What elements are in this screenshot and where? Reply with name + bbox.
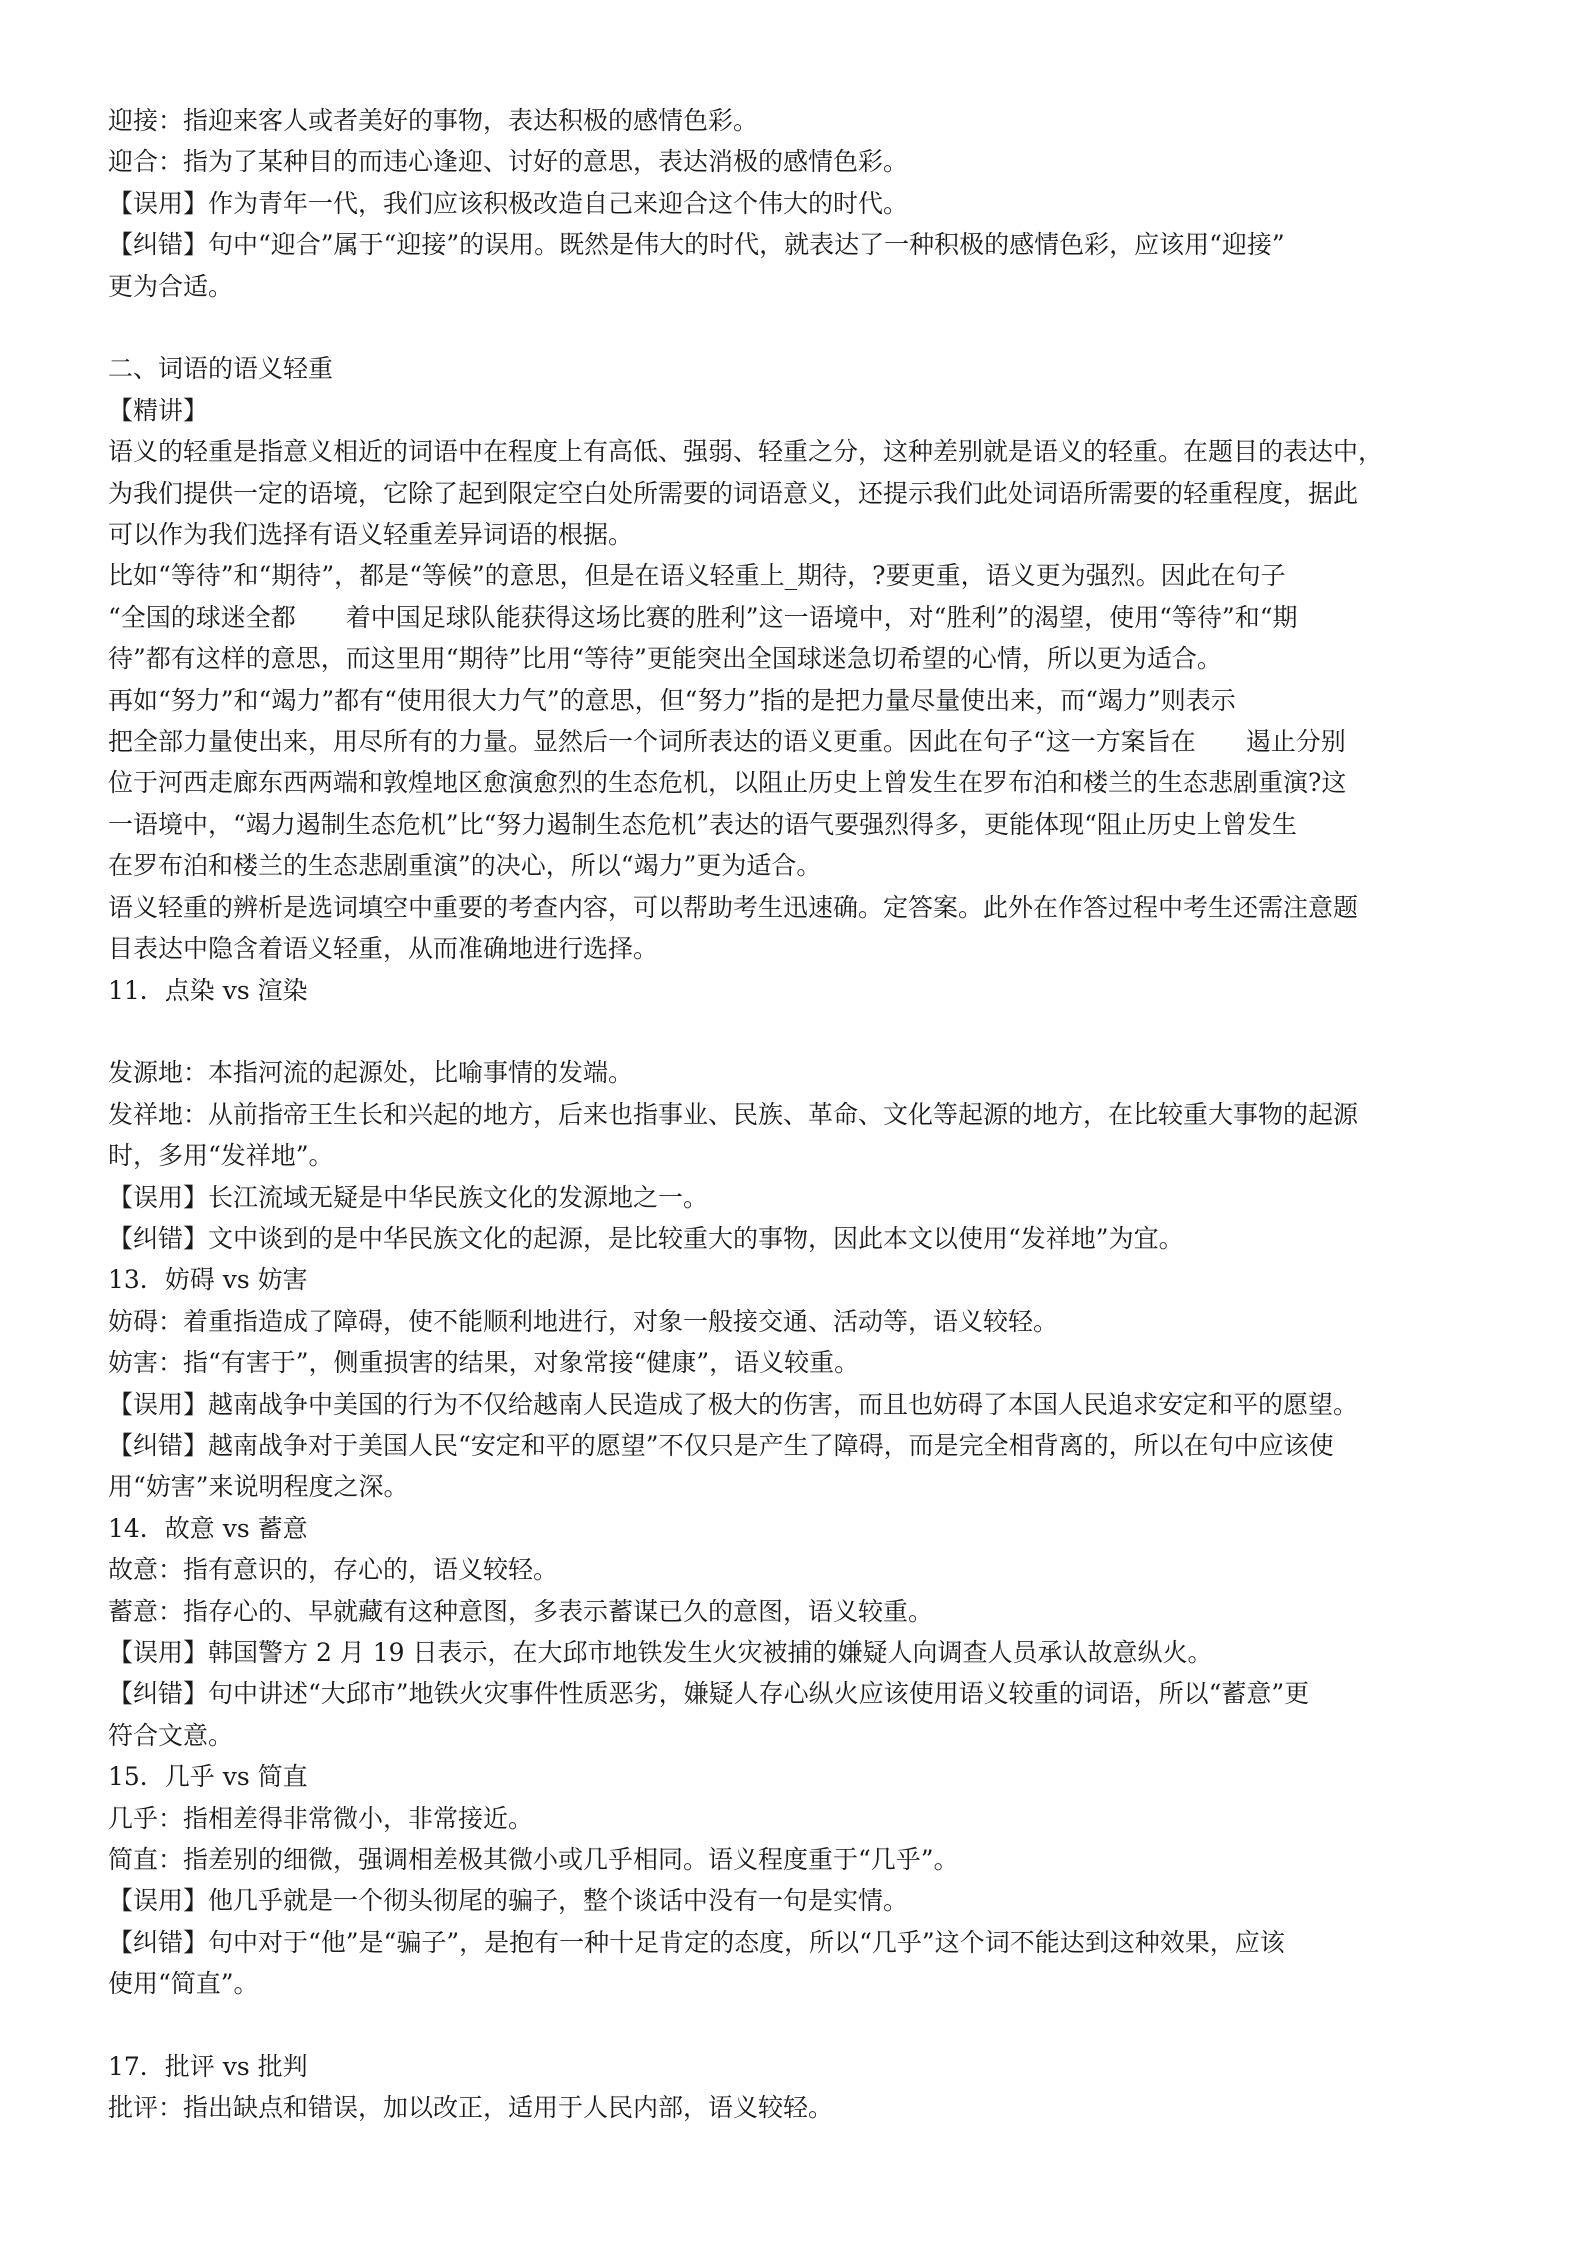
text-line: 语义轻重的辨析是选词填空中重要的考查内容，可以帮助考生迅速确。定答案。此外在作答过程中考生还需注意题 bbox=[108, 892, 1359, 922]
text-line: 几乎：指相差得非常微小，非常接近。 bbox=[108, 1803, 534, 1833]
text-line: 【纠错】越南战争对于美国人民“安定和平的愿望”不仅只是产生了障碍，而是完全相背离的，所以在句中应该使 bbox=[108, 1430, 1334, 1460]
blank-line bbox=[108, 1011, 1498, 1052]
blank-line bbox=[108, 307, 1498, 348]
text-line: “全国的球迷全都 着中国足球队能获得这场比赛的胜利”这一语境中，对“胜利”的渴望，使用“等待”和“期 bbox=[108, 602, 1298, 632]
document-page bbox=[108, 100, 1498, 2129]
text-line: 位于河西走廊东西两端和敦煌地区愈演愈烈的生态危机，以阻止历史上曾发生在罗布泊和楼兰的生态悲剧重演?这 bbox=[108, 768, 1347, 798]
text-line: 再如“努力”和“竭力”都有“使用很大力气”的意思，但“努力”指的是把力量尽量使出来，而“竭力”则表示 bbox=[108, 685, 1236, 715]
text-line: 迎合：指为了某种目的而违心逢迎、讨好的意思，表达消极的感情色彩。 bbox=[108, 147, 909, 177]
text-line: 【误用】长江流域无疑是中华民族文化的发源地之一。 bbox=[108, 1182, 709, 1212]
text-line: 用“妨害”来说明程度之深。 bbox=[108, 1472, 409, 1502]
text-line: 比如“等待”和“期待”，都是“等候”的意思，但是在语义轻重上_期待，?要更重，语义更为强烈。因此在句子 bbox=[108, 561, 1286, 591]
text-line: 把全部力量使出来，用尽所有的力量。显然后一个词所表达的语义更重。因此在句子“这一方案旨在 遏止分别 bbox=[108, 727, 1346, 757]
text-line: 为我们提供一定的语境，它除了起到限定空白处所需要的词语意义，还提示我们此处词语所需要的轻重程度，据此 bbox=[108, 478, 1359, 508]
text-line: 【误用】韩国警方 2 月 19 日表示，在大邱市地铁发生火灾被捕的嫌疑人向调查人员承认故意纵火。 bbox=[108, 1638, 1213, 1667]
text-line: 【纠错】文中谈到的是中华民族文化的起源，是比较重大的事物，因此本文以使用“发祥地”为宜。 bbox=[108, 1223, 1184, 1253]
text-line: 11．点染 vs 渲染 bbox=[108, 975, 308, 1005]
text-line: 妨害：指“有害于”，侧重损害的结果，对象常接“健康”，语义较重。 bbox=[108, 1348, 860, 1378]
text-line: 可以作为我们选择有语义轻重差异词语的根据。 bbox=[108, 520, 634, 550]
text-line: 目表达中隐含着语义轻重，从而准确地进行选择。 bbox=[108, 934, 659, 964]
text-line: 更为合适。 bbox=[108, 271, 234, 301]
text-line: 15．几乎 vs 简直 bbox=[108, 1762, 308, 1792]
text-line: 批评：指出缺点和错误，加以改正，适用于人民内部，语义较轻。 bbox=[108, 2093, 834, 2123]
text-line: 13．妨碍 vs 妨害 bbox=[108, 1265, 308, 1295]
text-line: 待”都有这样的意思，而这里用“期待”比用“等待”更能突出全国球迷急切希望的心情，所以更为适合。 bbox=[108, 644, 1222, 674]
text-line: 14．故意 vs 蓄意 bbox=[108, 1513, 308, 1543]
text-line: 二、词语的语义轻重 bbox=[108, 354, 334, 384]
text-line: 【误用】作为青年一代，我们应该积极改造自己来迎合这个伟大的时代。 bbox=[108, 188, 909, 218]
text-line: 发祥地：从前指帝王生长和兴起的地方，后来也指事业、民族、革命、文化等起源的地方，在比较重大事物的起源 bbox=[108, 1099, 1359, 1129]
blank-line bbox=[108, 2005, 1498, 2046]
text-line: 时，多用“发祥地”。 bbox=[108, 1141, 334, 1171]
text-line: 迎接：指迎来客人或者美好的事物，表达积极的感情色彩。 bbox=[108, 106, 759, 135]
text-line: 【纠错】句中对于“他”是“骗子”，是抱有一种十足肯定的态度，所以“几乎”这个词不能达到这种效果，应该 bbox=[108, 1927, 1285, 1957]
text-line: 【纠错】句中讲述“大邱市”地铁火灾事件性质恶劣，嫌疑人存心纵火应该使用语义较重的词语，所以“蓄意”更 bbox=[108, 1679, 1310, 1709]
text-line: 【误用】越南战争中美国的行为不仅给越南人民造成了极大的伤害，而且也妨碍了本国人民追求安定和平的愿望。 bbox=[108, 1389, 1359, 1419]
text-line: 符合文意。 bbox=[108, 1720, 234, 1750]
text-line: 简直：指差别的细微，强调相差极其微小或几乎相同。语义程度重于“几乎”。 bbox=[108, 1845, 959, 1875]
text-line: 语义的轻重是指意义相近的词语中在程度上有高低、强弱、轻重之分，这种差别就是语义的轻重。在题目的表达中， bbox=[108, 437, 1384, 467]
text-line: 在罗布泊和楼兰的生态悲剧重演”的决心，所以“竭力”更为适合。 bbox=[108, 851, 822, 881]
text-line: 17．批评 vs 批判 bbox=[108, 2052, 308, 2082]
text-line: 一语境中，“竭力遏制生态危机”比“努力遏制生态危机”表达的语气要强烈得多，更能体现“阻止历史上曾发生 bbox=[108, 809, 1297, 839]
text-line: 【误用】他几乎就是一个彻头彻尾的骗子，整个谈话中没有一句是实情。 bbox=[108, 1886, 909, 1916]
text-line: 妨碍：着重指造成了障碍，使不能顺利地进行，对象一般接交通、活动等，语义较轻。 bbox=[108, 1306, 1059, 1336]
text-line: 【纠错】句中“迎合”属于“迎接”的误用。既然是伟大的时代，就表达了一种积极的感情色彩，应该用“迎接” bbox=[108, 230, 1285, 260]
text-line: 故意：指有意识的，存心的，语义较轻。 bbox=[108, 1555, 559, 1585]
text-line: 蓄意：指存心的、早就藏有这种意图，多表示蓄谋已久的意图，语义较重。 bbox=[108, 1596, 934, 1626]
text-line: 发源地：本指河流的起源处，比喻事情的发端。 bbox=[108, 1058, 634, 1088]
text-line: 【精讲】 bbox=[108, 395, 209, 425]
text-line: 使用“简直”。 bbox=[108, 1969, 259, 1999]
